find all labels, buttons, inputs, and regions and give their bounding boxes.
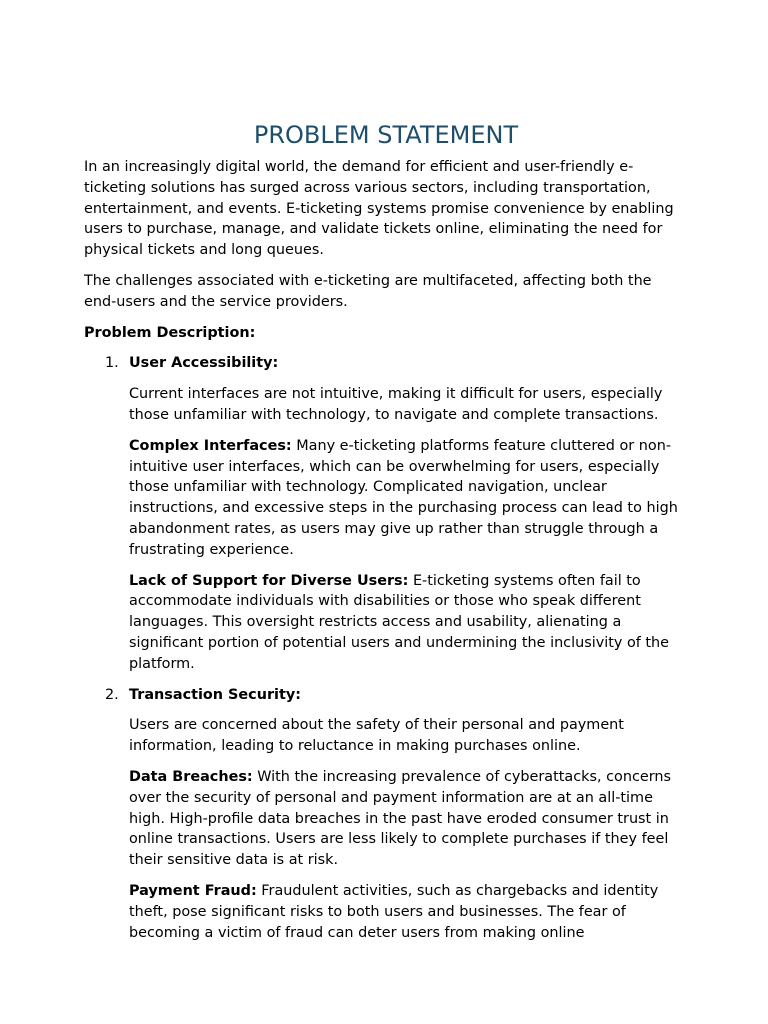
item-point [129, 571, 688, 675]
point-label: Complex Interfaces: [129, 437, 292, 454]
item-heading: User Accessibility: [129, 355, 279, 372]
page-title: PROBLEM STATEMENT [253, 121, 519, 149]
item-heading: Transaction Security: [129, 686, 301, 703]
document-page [84, 117, 688, 953]
point-text: Fraudulent activities, such as chargebacks and identity theft, pose significant risks to both users and businesses. The fear of becoming a victim of fraud can deter users from making online [129, 882, 659, 941]
intro-paragraph: The challenges associated with e-ticketing are multifaceted, affecting both the end-users and the service providers. [84, 272, 652, 310]
item-point [129, 436, 688, 561]
point-label: Payment Fraud: [129, 882, 257, 899]
list-number: 2. [105, 686, 119, 703]
intro-paragraph: In an increasingly digital world, the demand for efficient and user-friendly e-ticketing solutions has surged across various sectors, including transportation, entertainment, and events. E-ticketing systems promise convenience by enabling users to purchase, manage, and validate tickets online, eliminating the need for physical tickets and long queues. [84, 159, 674, 259]
list-item [84, 353, 688, 674]
item-body [129, 384, 688, 674]
item-point [129, 767, 688, 871]
point-text: E-ticketing systems often fail to accommodate individuals with disabilities or those who speak different languages. This oversight restricts access and usability, alienating a significant portion of potential users and undermining the inclusivity of the platform. [129, 572, 670, 672]
problem-list [84, 353, 688, 943]
item-summary: Current interfaces are not intuitive, making it difficult for users, especially those unfamiliar with technology, to navigate and complete transactions. [129, 386, 663, 423]
section-heading: Problem Description: [84, 324, 256, 341]
point-text: With the increasing prevalence of cyberattacks, concerns over the security of personal and payment information are at an all-time high. High-profile data breaches in the past have eroded consumer trust in online transactions. Users are less likely to complete purchases if they feel their sensitive data is at risk. [129, 768, 672, 869]
list-number: 1. [105, 355, 119, 372]
item-body [129, 715, 688, 943]
point-label: Data Breaches: [129, 768, 253, 785]
list-item [84, 685, 688, 944]
item-point [129, 881, 688, 943]
point-label: Lack of Support for Diverse Users: [129, 572, 409, 589]
point-text: Many e-ticketing platforms feature cluttered or non-intuitive user interfaces, which can be overwhelming for users, especially those unfamiliar with technology. Complicated navigation, unclear instructions, and excessive steps in the purchasing process can lead to high abandonment rates, as users may give up rather than struggle through a frustrating experience. [129, 437, 678, 558]
item-summary: Users are concerned about the safety of their personal and payment information, leading to reluctance in making purchases online. [129, 717, 624, 755]
